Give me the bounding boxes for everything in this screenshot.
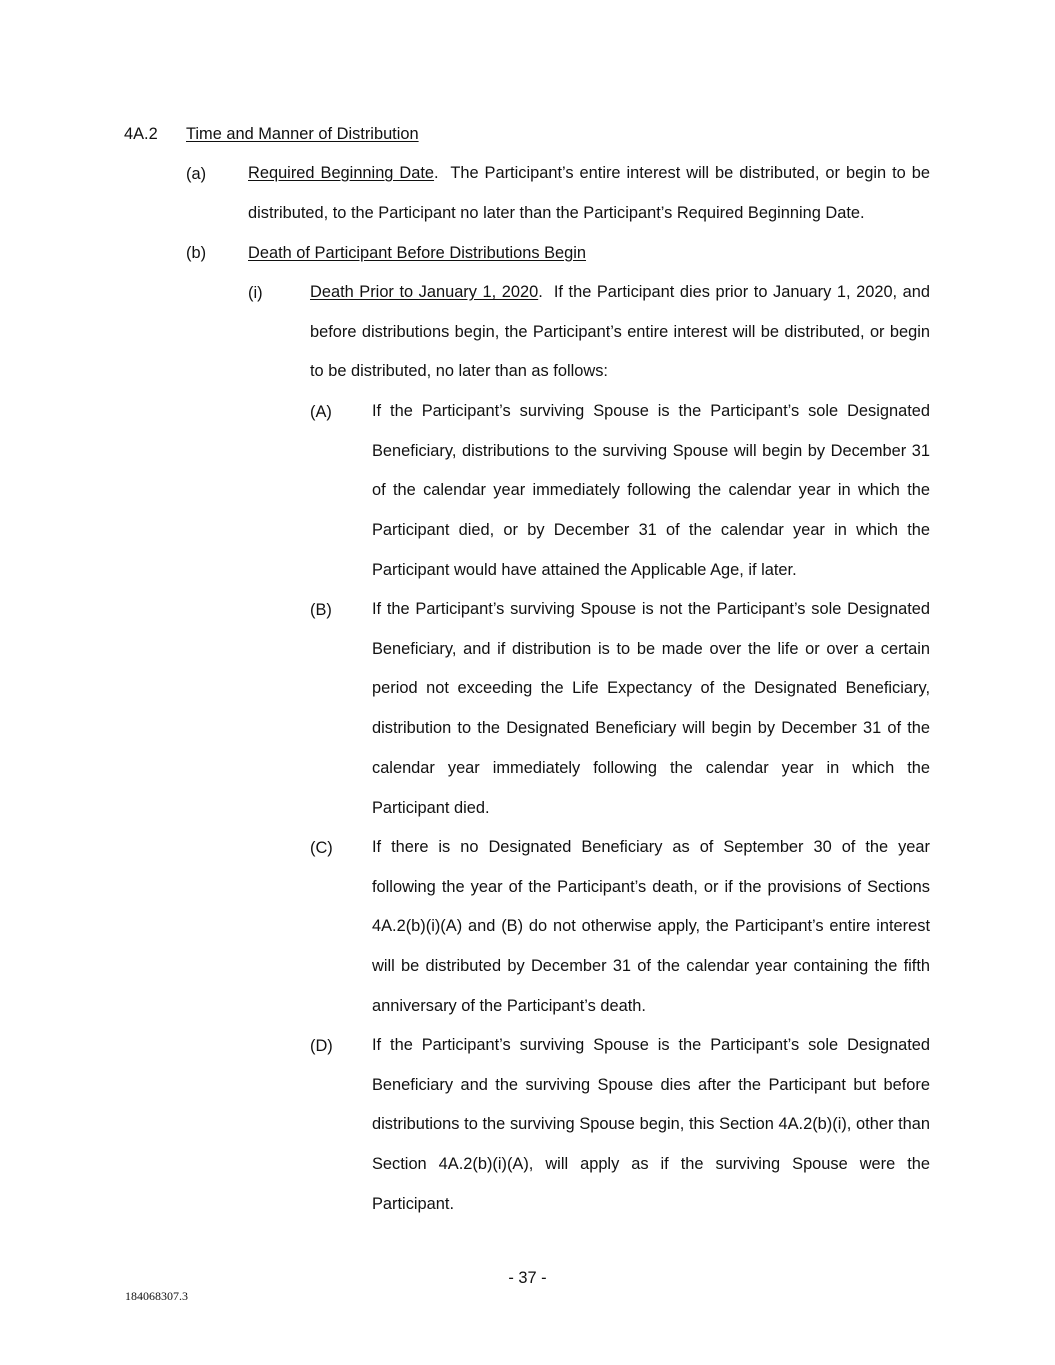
item-text: If there is no Designated Beneficiary as of September 30 of the year following the year of the Participant’s death, or if the provisions of Sections 4A.2(b)(i)(A) and (B) do not otherwise apply, the Participant’s entire interest will be distributed by December 31 of the calendar year containing the fifth anniversary of the Participant’s death. <box>372 838 930 1015</box>
item-text: If the Participant’s surviving Spouse is not the Participant’s sole Designated Beneficiary, and if distribution is to be made over the life or over a certain period not exceeding the Life Expectancy of the Designated Beneficiary, distribution to the Designated Beneficiary will begin by December 31 of the calendar year immediately following the calendar year in which the Participant died. <box>372 600 930 817</box>
subsection-a-label: (a) <box>186 165 207 183</box>
item-label: (B) <box>310 601 332 619</box>
subsection-a-heading: Required Beginning Date <box>248 164 435 182</box>
page-number: - 37 - <box>508 1269 547 1287</box>
subsection-b-label: (b) <box>186 244 207 262</box>
item-label: (A) <box>310 403 332 421</box>
subsection-a-text: The Participant’s entire interest will be distributed, or begin to be distributed, to the Participant no later than the Participant’s Required Beginning Date. <box>248 164 931 222</box>
clause-i-text: If the Participant dies prior to January 1, 2020, and before distributions begin, the Participant’s entire interest will be distributed, or begin to be distributed, no later than as follows: <box>310 283 931 381</box>
item-label: (C) <box>310 839 333 857</box>
clause-i-paragraph: Death Prior to January 1, 2020. If the Participant dies prior to January 1, 2020, and before distributions begin, the Participant’s entire interest will be distributed, or begin to be distributed, no later than as follows: <box>310 283 931 381</box>
clause-i-heading: Death Prior to January 1, 2020 <box>310 283 539 301</box>
section-number: 4A.2 <box>124 125 158 143</box>
clause-i-label: (i) <box>248 284 263 302</box>
item-text: If the Participant’s surviving Spouse is the Participant’s sole Designated Beneficiary, distributions to the surviving Spouse will begin by December 31 of the calendar year immediately following the calendar year in which the Participant died, or by December 31 of the calendar year in which the Participant would have attained the Applicable Age, if later. <box>372 402 930 579</box>
section-heading: Time and Manner of Distribution <box>186 125 419 143</box>
item-text: If the Participant’s surviving Spouse is the Participant’s sole Designated Beneficiary and the surviving Spouse dies after the Participant but before distributions to the surviving Spouse begin, this Section 4A.2(b)(i), other than Section 4A.2(b)(i)(A), will apply as if the surviving Spouse were the Participant. <box>372 1036 930 1213</box>
item-label: (D) <box>310 1037 333 1055</box>
document-id: 184068307.3 <box>125 1289 188 1303</box>
subsection-b-heading: Death of Participant Before Distributions Begin <box>248 244 587 262</box>
subsection-a-paragraph: Required Beginning Date. The Participant’s entire interest will be distributed, or begin to be distributed, to the Participant no later than the Participant’s Required Beginning Date. <box>248 164 931 222</box>
